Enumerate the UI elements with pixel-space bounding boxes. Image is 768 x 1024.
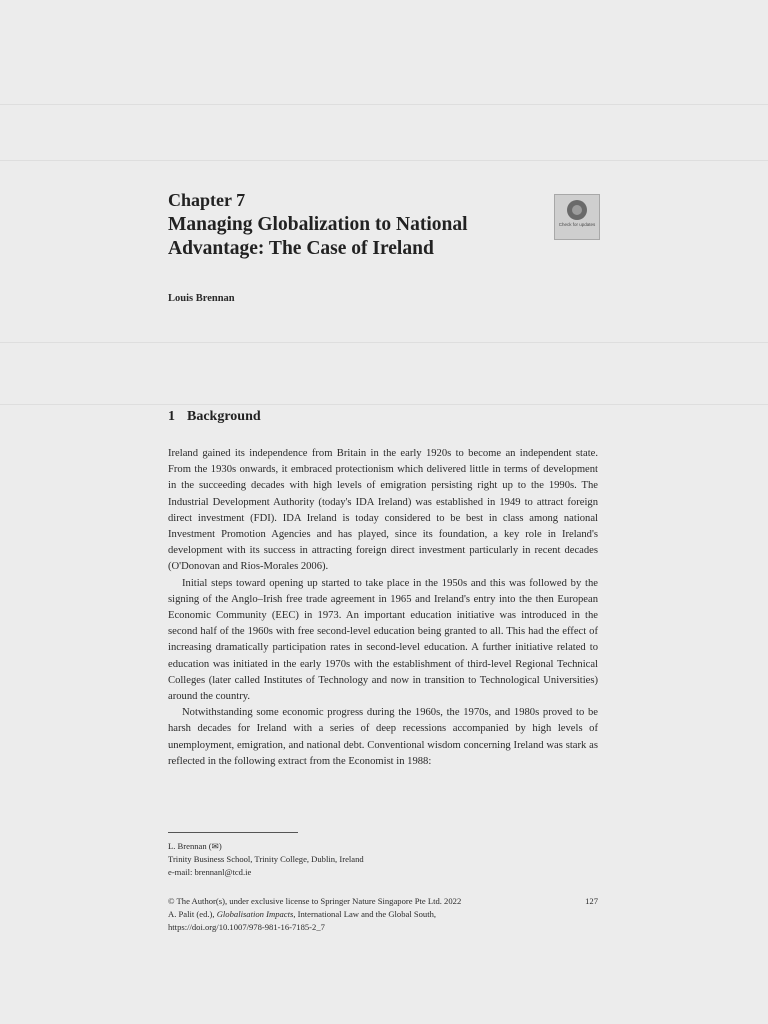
footnote-affiliation: Trinity Business School, Trinity College, Dublin, Ireland (168, 854, 364, 864)
copyright-block (168, 895, 598, 934)
check-for-updates-badge[interactable] (554, 194, 600, 240)
scan-artifact-line (0, 342, 768, 343)
paragraph: Initial steps toward opening up started to take place in the 1950s and this was followed by the signing of the Anglo–Irish free trade agreement in 1965 and Ireland's entry into the then European Economic Community (EEC) in 1973. An important education initiative was introduced in the second half of the 1960s with free second-level education being granted to all. This had the effect of increasing dramatically participation rates in second-level education. A further initiative related to education was initiated in the early 1970s with the establishment of third-level Regional Technical Colleges (later called Institutes of Technology and now in transition to Technological Universities) around the country. (168, 577, 598, 703)
footnote-divider (168, 832, 298, 833)
section-number: 1 (168, 409, 175, 424)
paragraph: Ireland gained its independence from Britain in the early 1920s to become an independent state. From the 1930s onwards, it embraced protectionism which delivered little in terms of development in the succeeding decades with high levels of emigration persisting right up to the 1990s. The Industrial Development Authority (today's IDA Ireland) was established in 1949 to attract foreign direct investment (FDI). IDA Ireland is today considered to be best in class among national Investment Promotion Agencies and has played, since its foundation, a key role in Ireland's development with its success in attracting foreign direct investment particularly in recent decades (O'Donovan and Rios-Morales 2006). (168, 448, 598, 573)
chapter-title: Managing Globalization to National Advantage: The Case of Ireland (168, 214, 468, 259)
chapter-label: Chapter 7 (168, 190, 246, 210)
paragraph: Notwithstanding some economic progress during the 1960s, the 1970s, and 1980s proved to be harsh decades for Ireland with a series of deep recessions accompanied by high levels of unemployment, emigration, and national debt. Conventional wisdom concerning Ireland was stark as reflected in the following extract from the Economist in 1988: (168, 707, 598, 767)
doi-link[interactable]: https://doi.org/10.1007/978-981-16-7185-2_7 (168, 922, 325, 932)
section-heading (168, 409, 261, 425)
book-title: Globalisation Impacts (216, 909, 294, 919)
footnote (168, 840, 598, 879)
citation-editor: A. Palit (ed.), (168, 909, 217, 919)
section-title: Background (187, 409, 261, 424)
citation-suffix: , International Law and the Global South, (293, 909, 437, 919)
copyright-line: © The Author(s), under exclusive license to Springer Nature Singapore Pte Ltd. 2022 (168, 896, 462, 906)
body-text (168, 446, 598, 770)
footnote-author: L. Brennan (✉) (168, 841, 222, 851)
footnote-email[interactable]: e-mail: brennanl@tcd.ie (168, 867, 252, 877)
citation-line (168, 908, 598, 921)
scan-artifact-line (0, 160, 768, 161)
scan-artifact-line (0, 404, 768, 405)
scan-artifact-line (0, 104, 768, 105)
page-number: 127 (585, 896, 598, 906)
check-for-updates-icon (567, 200, 587, 220)
badge-label: Check for updates (558, 222, 596, 227)
author-name: Louis Brennan (168, 293, 235, 304)
